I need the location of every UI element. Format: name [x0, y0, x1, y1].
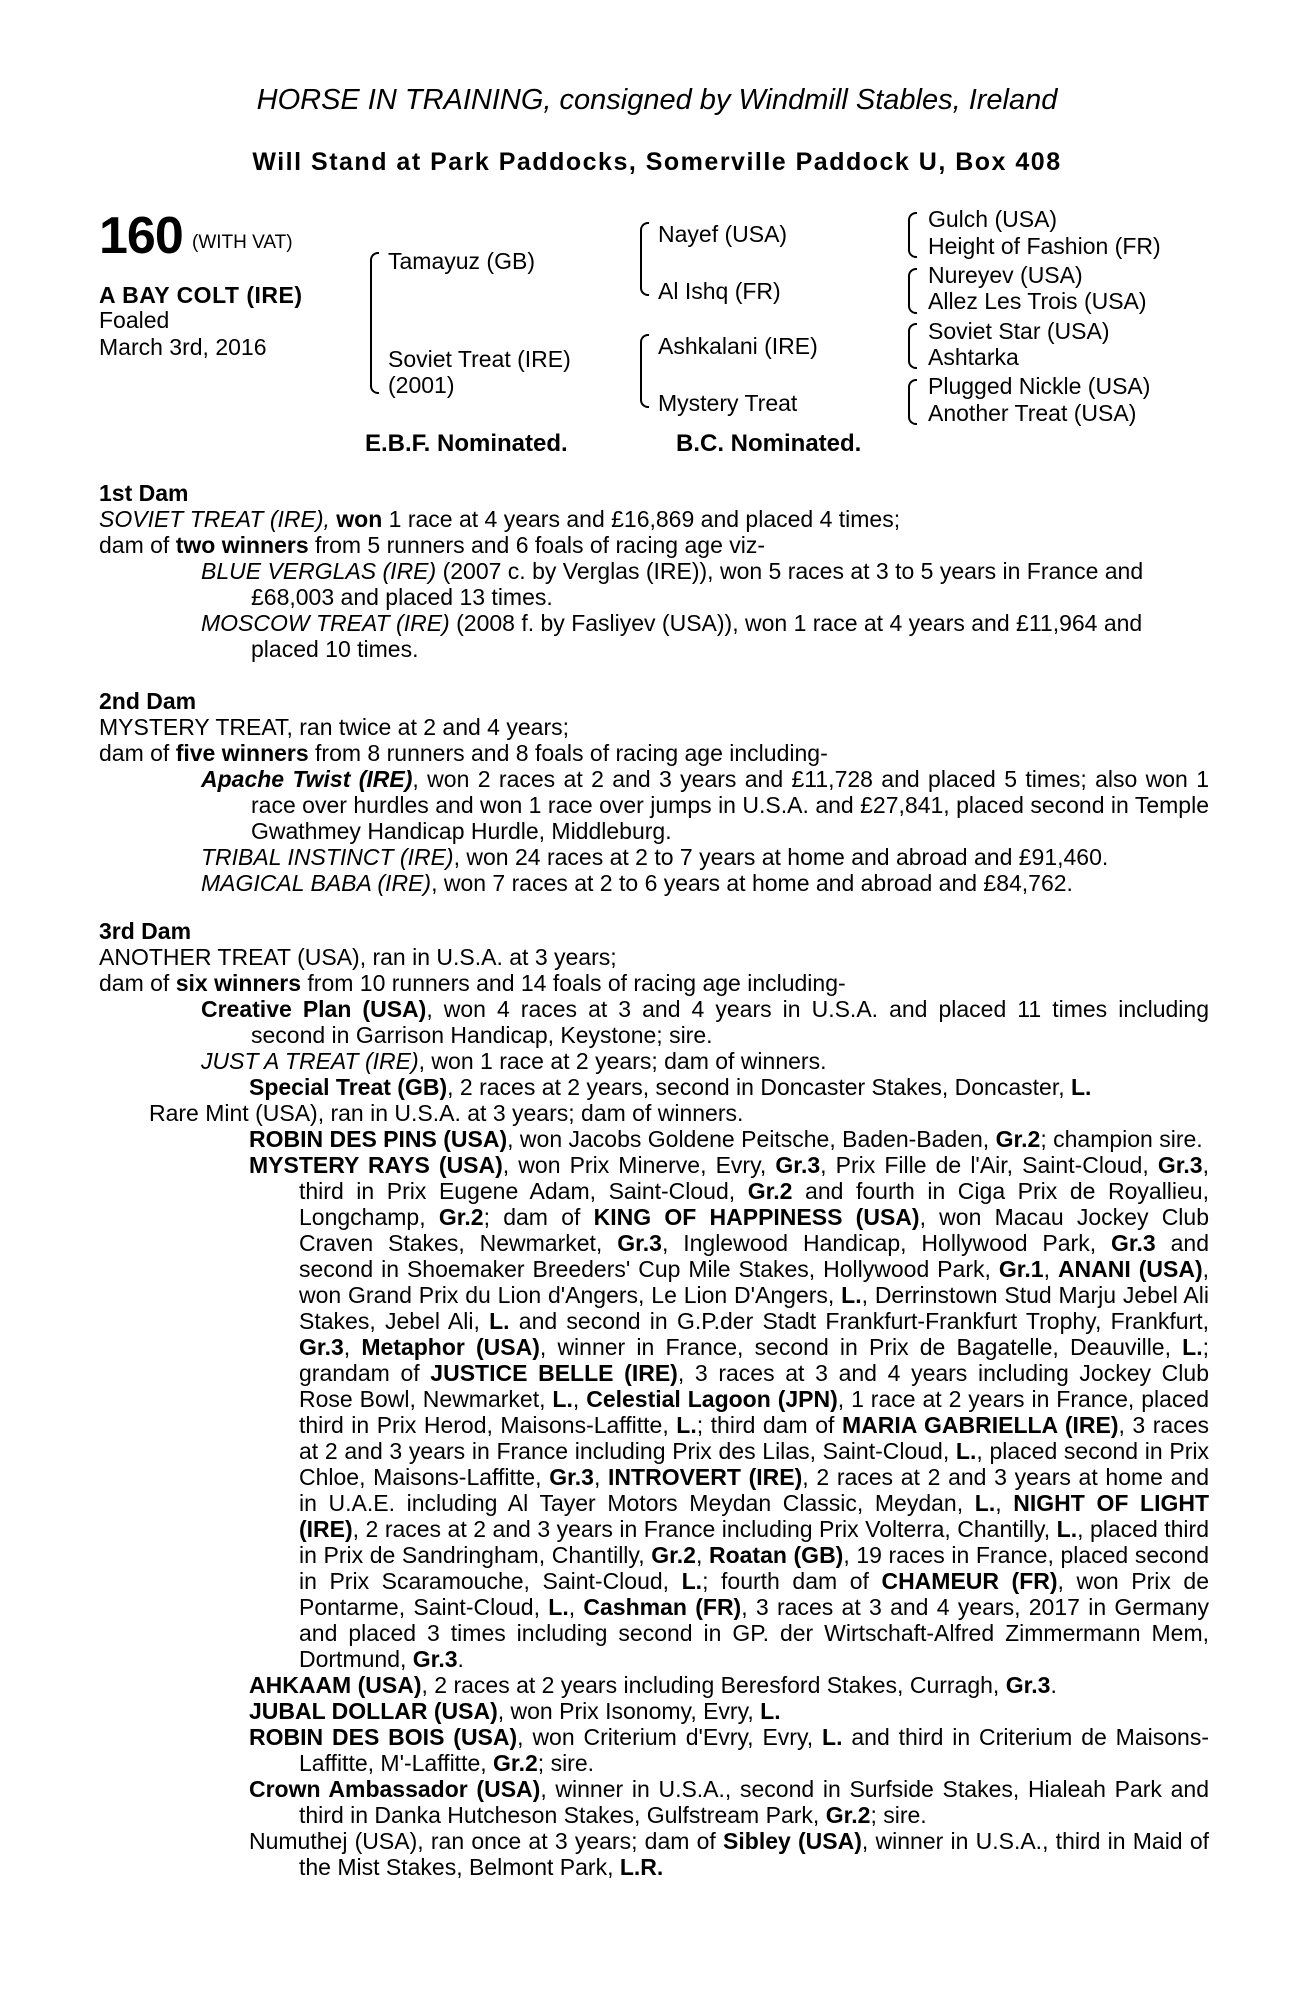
record-text: , placed third in Prix de Sandringham, Chantilly, — [299, 1516, 1209, 1568]
pedigree-dam-dam: Mystery Treat — [658, 390, 798, 416]
ebf-nominated: E.B.F. Nominated. — [365, 430, 568, 457]
progeny-record: , won Criterium d'Evry, Evry, — [517, 1724, 823, 1750]
highlight-text: Gr.3 — [775, 1152, 821, 1178]
progeny-name: Sibley (USA) — [723, 1828, 862, 1854]
third-dam-progeny-just-a-treat — [99, 1048, 1209, 1074]
progeny-record: , 2 races at 2 years including Beresford Stakes, Curragh, — [421, 1672, 1006, 1698]
record-text: , won Prix Minerve, Evry, — [502, 1152, 776, 1178]
highlight-text: Gr.1 — [998, 1256, 1044, 1282]
progeny-grade: L. — [1071, 1074, 1092, 1100]
record-text: , won Macau Jockey Club Craven Stakes, Newmarket, — [299, 1204, 1209, 1256]
third-dam-line-1: ANOTHER TREAT (USA), ran in U.S.A. at 3 years; — [99, 944, 617, 970]
progeny-note: ; sire. — [537, 1750, 595, 1776]
progeny-name: JUST A TREAT (IRE) — [201, 1048, 419, 1074]
record-text: , Prix Fille de l'Air, Saint-Cloud, — [820, 1152, 1158, 1178]
first-dam-record: 1 race at 4 years and £16,869 and placed 4 times; — [382, 506, 901, 532]
record-text: ; fourth dam of — [702, 1568, 882, 1594]
progeny-record: , won 1 race at 2 years; dam of winners. — [418, 1048, 827, 1074]
first-dam-section — [99, 480, 1209, 662]
progeny-name: Creative Plan (USA) — [201, 996, 427, 1022]
pedigree-g6: Ashtarka — [928, 344, 1019, 370]
progeny-grade: L.R. — [619, 1854, 664, 1880]
progeny-record: , won 2 races at 2 and 3 years and £11,728 and placed 5 times; also won 1 race over hurdles and won 1 race over jumps in U.S.A. and £27,841, placed second in Temple Gwathmey Handicap Hurdle, Middleburg. — [251, 766, 1209, 844]
first-dam-progeny-1 — [99, 558, 1209, 610]
second-dam-dam-of: dam of — [99, 740, 176, 766]
progeny-note: ; champion sire. — [1040, 1126, 1203, 1152]
third-dam-grandprogeny-ahkaam — [99, 1672, 1209, 1698]
highlight-text: Gr.3 — [1157, 1152, 1203, 1178]
second-dam-winners: five winners — [175, 740, 309, 766]
highlight-text: L. — [974, 1490, 996, 1516]
highlight-text: Roatan (GB) — [708, 1542, 844, 1568]
record-text: , 19 races in France, placed second in Prix Scaramouche, Saint-Cloud, — [299, 1542, 1209, 1594]
progeny-record: , won 7 races at 2 to 6 years at home and abroad and £84,762. — [431, 870, 1073, 896]
pedigree-bracket-dam — [640, 334, 649, 408]
record-text: , — [343, 1334, 362, 1360]
lot-vat: (WITH VAT) — [192, 232, 293, 253]
progeny-record: , 2 races at 2 years, second in Doncaster Stakes, Doncaster, — [447, 1074, 1071, 1100]
highlight-text: NIGHT OF LIGHT (IRE) — [299, 1490, 1210, 1542]
first-dam-line-1 — [99, 506, 1209, 532]
highlight-text: L. — [681, 1568, 703, 1594]
second-dam-progeny-3 — [99, 870, 1209, 896]
pedigree-g2: Height of Fashion (FR) — [928, 233, 1161, 259]
pedigree-bracket-g2 — [908, 268, 917, 314]
record-text: ; third dam of — [696, 1412, 842, 1438]
third-dam-grandprogeny-crown-ambassador — [99, 1776, 1209, 1828]
progeny-name: MAGICAL BABA (IRE) — [201, 870, 432, 896]
progeny-grade: Gr.2 — [995, 1126, 1041, 1152]
first-dam-dam-of: dam of — [99, 532, 176, 558]
record-text: , 3 races at 2 and 3 years in France including Prix des Lilas, Saint-Cloud, — [299, 1412, 1209, 1464]
lot-description: A BAY COLT (IRE) — [99, 282, 303, 308]
progeny-record-2: , winner in U.S.A., third in Maid of the Mist Stakes, Belmont Park, — [299, 1828, 1210, 1880]
third-dam-winners: six winners — [175, 970, 301, 996]
highlight-text: MARIA GABRIELLA (IRE) — [841, 1412, 1119, 1438]
record-text: . — [457, 1646, 464, 1672]
second-dam-title: 2nd Dam — [99, 688, 197, 714]
pedigree-g7: Plugged Nickle (USA) — [928, 373, 1151, 399]
highlight-text: Metaphor (USA) — [361, 1334, 540, 1360]
third-dam-grandprogeny-special-treat — [99, 1074, 1209, 1100]
pedigree-g8: Another Treat (USA) — [928, 400, 1137, 426]
record-text: , placed second in Prix Chloe, Maisons-Laffitte, — [299, 1438, 1209, 1490]
record-text: , winner in France, second in Prix de Bagatelle, Deauville, — [539, 1334, 1183, 1360]
pedigree-g3: Nureyev (USA) — [928, 262, 1083, 288]
record-text: , won Grand Prix du Lion d'Angers, Le Lion D'Angers, — [299, 1256, 1209, 1308]
progeny-name: TRIBAL INSTINCT (IRE) — [201, 844, 454, 870]
progeny-grade: L. — [760, 1698, 781, 1724]
record-text: , — [695, 1542, 709, 1568]
progeny-note: ; sire. — [870, 1802, 927, 1828]
foaled-date: March 3rd, 2016 — [99, 334, 267, 360]
highlight-text: Gr.2 — [651, 1542, 696, 1568]
pedigree-bracket-g3 — [908, 323, 917, 369]
second-dam-line-2 — [99, 740, 1209, 766]
record-text: , Inglewood Handicap, Hollywood Park, — [661, 1230, 1111, 1256]
second-dam-runners: from 8 runners and 8 foals of racing age including- — [308, 740, 828, 766]
highlight-text: L. — [1182, 1334, 1203, 1360]
consignment-line: HORSE IN TRAINING, consigned by Windmill Stables, Ireland — [256, 84, 1058, 116]
first-dam-progeny-2 — [99, 610, 1209, 662]
record-text: , — [995, 1490, 1014, 1516]
highlight-text: Celestial Lagoon (JPN) — [586, 1386, 838, 1412]
highlight-text: Gr.2 — [438, 1204, 484, 1230]
highlight-text: Gr.3 — [617, 1230, 662, 1256]
third-dam-grandprogeny-robin-des-bois — [99, 1724, 1209, 1776]
highlight-text: ANANI (USA) — [1057, 1256, 1203, 1282]
pedigree-bracket-g1 — [908, 212, 917, 258]
pedigree-g1: Gulch (USA) — [928, 206, 1058, 232]
highlight-text: L. — [955, 1438, 977, 1464]
first-dam-title: 1st Dam — [99, 480, 189, 506]
pedigree-sire-dam: Al Ishq (FR) — [658, 278, 781, 304]
progeny-name: Apache Twist (IRE) — [201, 766, 413, 792]
pedigree-bracket-sire — [640, 222, 649, 296]
record-text: , 2 races at 2 and 3 years at home and in U.A.E. including Al Tayer Motors Meydan Classic, Meydan, — [299, 1464, 1209, 1516]
highlight-text: Gr.3 — [299, 1334, 344, 1360]
bc-nominated: B.C. Nominated. — [676, 430, 862, 457]
record-text: ; dam of — [483, 1204, 594, 1230]
third-dam-runners: from 10 runners and 14 foals of racing age including- — [301, 970, 846, 996]
highlight-text: Gr.2 — [747, 1178, 793, 1204]
highlight-text: L. — [676, 1412, 697, 1438]
record-text: , — [1043, 1256, 1058, 1282]
pedigree-dam-sire: Ashkalani (IRE) — [658, 333, 818, 359]
progeny-name: MOSCOW TREAT (IRE) — [201, 610, 450, 636]
record-text: and fourth in Ciga Prix de Royallieu, Longchamp, — [299, 1178, 1209, 1230]
progeny-record-2: and third in Criterium de Maisons-Laffitte, M'-Laffitte, — [299, 1724, 1209, 1776]
second-dam-section — [99, 688, 1209, 896]
record-text: and second in Shoemaker Breeders' Cup Mile Stakes, Hollywood Park, — [299, 1230, 1209, 1282]
pedigree-dam: Soviet Treat (IRE) — [388, 346, 571, 372]
third-dam-progeny-rare-mint: Rare Mint (USA), ran in U.S.A. at 3 years; dam of winners. — [149, 1100, 744, 1126]
progeny-note: . — [1050, 1672, 1057, 1698]
pedigree-dam-year: (2001) — [388, 372, 455, 398]
first-dam-winners: two winners — [175, 532, 309, 558]
third-dam-grandprogeny-jubal-dollar — [99, 1698, 1209, 1724]
highlight-text: Gr.3 — [549, 1464, 594, 1490]
highlight-text: L. — [1056, 1516, 1078, 1542]
highlight-text: Gr.3 — [412, 1646, 458, 1672]
record-text: , 3 races at 3 and 4 years including Jockey Club Rose Bowl, Newmarket, — [299, 1360, 1209, 1412]
pedigree-bracket-parents — [370, 252, 379, 394]
third-dam-grandprogeny-numuthej — [99, 1828, 1209, 1880]
highlight-text: JUSTICE BELLE (IRE) — [430, 1360, 678, 1386]
second-dam-line-1: MYSTERY TREAT, ran twice at 2 and 4 years; — [99, 714, 569, 740]
progeny-name: ROBIN DES BOIS (USA) — [249, 1724, 518, 1750]
progeny-record: Numuthej (USA), ran once at 3 years; dam of — [249, 1828, 724, 1854]
progeny-record: (2008 f. by Fasliyev (USA)), won 1 race at 4 years and £11,964 and placed 10 times. — [251, 610, 1143, 662]
stand-location: Will Stand at Park Paddocks, Somerville Paddock U, Box 408 — [252, 148, 1062, 176]
first-dam-won: won — [336, 506, 383, 532]
progeny-name: ROBIN DES PINS (USA) — [249, 1126, 508, 1152]
highlight-text: MYSTERY RAYS (USA) — [249, 1152, 503, 1178]
progeny-record: , won 4 races at 3 and 4 years in U.S.A. and placed 11 times including second in Garrison Handicap, Keystone; sire. — [251, 996, 1209, 1048]
highlight-text: L. — [489, 1308, 510, 1334]
progeny-record: , won 24 races at 2 to 7 years at home and abroad and £91,460. — [453, 844, 1109, 870]
pedigree-sire-sire: Nayef (USA) — [658, 221, 788, 247]
record-text: ; grandam of — [299, 1334, 1209, 1386]
record-text: , Derrinstown Stud Marju Jebel Ali Stakes, Jebel Ali, — [299, 1282, 1209, 1334]
progeny-record: , winner in U.S.A., second in Surfside Stakes, Hialeah Park and third in Danka Hutcheson Stakes, Gulfstream Park, — [299, 1776, 1210, 1828]
progeny-grade: Gr.2 — [825, 1802, 871, 1828]
foaled-label: Foaled — [99, 307, 170, 333]
record-text: , 2 races at 2 and 3 years in France including Prix Volterra, Chantilly, — [352, 1516, 1057, 1542]
highlight-text: L. — [548, 1594, 569, 1620]
second-dam-progeny-1 — [99, 766, 1209, 844]
third-dam-title: 3rd Dam — [99, 918, 192, 944]
progeny-grade-2: Gr.2 — [493, 1750, 538, 1776]
third-dam-grandprogeny-robin-des-pins — [99, 1126, 1209, 1152]
highlight-text: INTROVERT (IRE) — [608, 1464, 803, 1490]
third-dam-section — [99, 918, 1209, 1880]
first-dam-line-2 — [99, 532, 1209, 558]
pedigree-g4: Allez Les Trois (USA) — [928, 288, 1147, 314]
progeny-name: Special Treat (GB) — [249, 1074, 448, 1100]
second-dam-progeny-2 — [99, 844, 1209, 870]
first-dam-name: SOVIET TREAT (IRE), — [99, 506, 337, 532]
highlight-text: L. — [552, 1386, 573, 1412]
progeny-record: (2007 c. by Verglas (IRE)), won 5 races at 3 to 5 years in France and £68,003 and placed 13 times. — [251, 558, 1144, 610]
highlight-text: Cashman (FR) — [583, 1594, 742, 1620]
highlight-text: L. — [841, 1282, 862, 1308]
progeny-grade: Gr.3 — [1005, 1672, 1051, 1698]
highlight-text: Gr.3 — [1110, 1230, 1156, 1256]
pedigree-g5: Soviet Star (USA) — [928, 318, 1110, 344]
third-dam-grandprogeny-mystery-rays — [99, 1152, 1209, 1672]
record-text: , 1 race at 2 years in France, placed third in Prix Herod, Maisons-Laffitte, — [299, 1386, 1209, 1438]
progeny-name: Crown Ambassador (USA) — [249, 1776, 541, 1802]
pedigree-sire: Tamayuz (GB) — [388, 248, 535, 274]
record-text: , third in Prix Eugene Adam, Saint-Cloud, — [299, 1152, 1209, 1204]
highlight-text: CHAMEUR (FR) — [881, 1568, 1058, 1594]
first-dam-runners: from 5 runners and 6 foals of racing age viz- — [308, 532, 766, 558]
highlight-text: KING OF HAPPINESS (USA) — [593, 1204, 920, 1230]
progeny-name: BLUE VERGLAS (IRE) — [201, 558, 437, 584]
progeny-record: , won Prix Isonomy, Evry, — [497, 1698, 761, 1724]
record-text: , — [568, 1594, 584, 1620]
record-text: , 3 races at 3 and 4 years, 2017 in Germany and placed 3 times including second in GP. der Wirtschaft-Alfred Zimmermann Mem, Dortmund, — [299, 1594, 1210, 1672]
record-text: , won Prix de Pontarme, Saint-Cloud, — [299, 1568, 1210, 1620]
progeny-record: , won Jacobs Goldene Peitsche, Baden-Baden, — [507, 1126, 996, 1152]
progeny-name: AHKAAM (USA) — [249, 1672, 422, 1698]
third-dam-dam-of: dam of — [99, 970, 176, 996]
lot-number: 160 — [99, 207, 183, 265]
record-text: , — [593, 1464, 609, 1490]
record-text: and second in G.P.der Stadt Frankfurt-Frankfurt Trophy, Frankfurt, — [509, 1308, 1210, 1334]
record-text: , — [572, 1386, 587, 1412]
third-dam-progeny-creative-plan — [99, 996, 1209, 1048]
pedigree-bracket-g4 — [908, 379, 917, 425]
progeny-grade: L. — [822, 1724, 843, 1750]
progeny-name: JUBAL DOLLAR (USA) — [249, 1698, 498, 1724]
third-dam-line-2 — [99, 970, 1209, 996]
